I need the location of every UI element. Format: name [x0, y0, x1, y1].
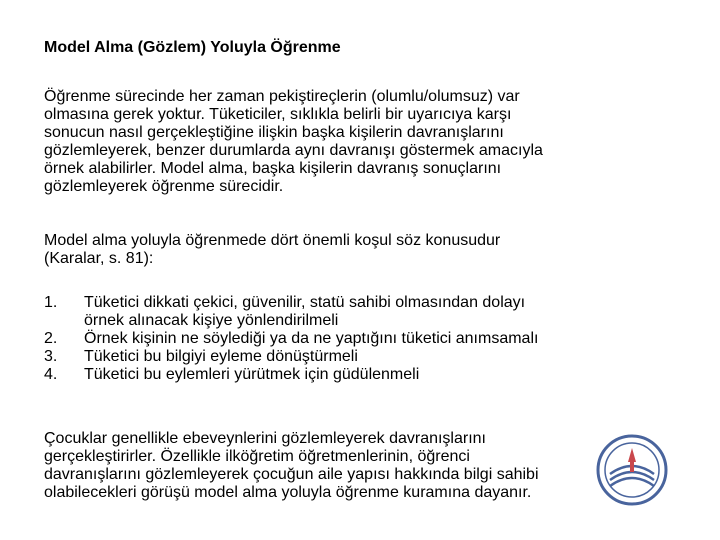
list-item-line: Tüketici bu bilgiyi eyleme dönüştürmeli [84, 348, 358, 365]
list-item [44, 294, 684, 330]
list-item-text [84, 294, 684, 330]
list-item-line: örnek alınacak kişiye yönlendirilmeli [84, 312, 339, 329]
list-item-text [84, 330, 684, 348]
list-item [44, 348, 684, 366]
conditions-list [44, 294, 684, 384]
university-seal-icon [594, 428, 670, 512]
paragraph-line: gözlemleyerek, benzer durumlarda aynı davranışı göstermek amacıyla [44, 142, 543, 159]
list-item-number: 1. [44, 294, 58, 311]
paragraph-line: Model alma yoluyla öğrenmede dört önemli koşul söz konusudur [44, 232, 501, 249]
paragraph-conditions-intro [44, 232, 684, 268]
paragraph-children [44, 430, 684, 502]
paragraph-line: örnek alabilirler. Model alma, başka kişilerin davranış sonuçlarını [44, 160, 502, 177]
paragraph-line: Öğrenme sürecinde her zaman pekiştireçlerin (olumlu/olumsuz) var [44, 88, 520, 105]
slide-title: Model Alma (Gözlem) Yoluyla Öğrenme [44, 39, 341, 56]
paragraph-line: davranışlarını gözlemleyerek çocuğun aile yapısı hakkında bilgi sahibi [44, 466, 539, 483]
list-item-line: Tüketici dikkati çekici, güvenilir, statü sahibi olmasından dolayı [84, 294, 526, 311]
list-item-line: Örnek kişinin ne söylediği ya da ne yaptığını tüketici anımsamalı [84, 330, 539, 347]
list-item [44, 366, 684, 384]
paragraph-line: olmasına gerek yoktur. Tüketiciler, sıklıkla belirli bir uyarıcıya karşı [44, 106, 512, 123]
paragraph-line: gerçekleştirirler. Özellikle ilköğretim öğretmenlerinin, öğrenci [44, 448, 470, 465]
paragraph-intro [44, 88, 684, 196]
paragraph-line: (Karalar, s. 81): [44, 250, 154, 267]
paragraph-line: sonucun nasıl gerçekleştiğine ilişkin başka kişilerin davranışlarını [44, 124, 504, 141]
list-item-number: 3. [44, 348, 58, 365]
paragraph-line: gözlemleyerek öğrenme sürecidir. [44, 178, 284, 195]
list-item-number: 4. [44, 366, 58, 383]
list-item-text [84, 348, 684, 366]
list-item [44, 330, 684, 348]
list-item-text [84, 366, 684, 384]
list-item-number: 2. [44, 330, 58, 347]
paragraph-line: olabilecekleri görüşü model alma yoluyla öğrenme kuramına dayanır. [44, 484, 532, 501]
list-item-line: Tüketici bu eylemleri yürütmek için güdülenmeli [84, 366, 420, 383]
paragraph-line: Çocuklar genellikle ebeveynlerini gözlemleyerek davranışlarını [44, 430, 486, 447]
